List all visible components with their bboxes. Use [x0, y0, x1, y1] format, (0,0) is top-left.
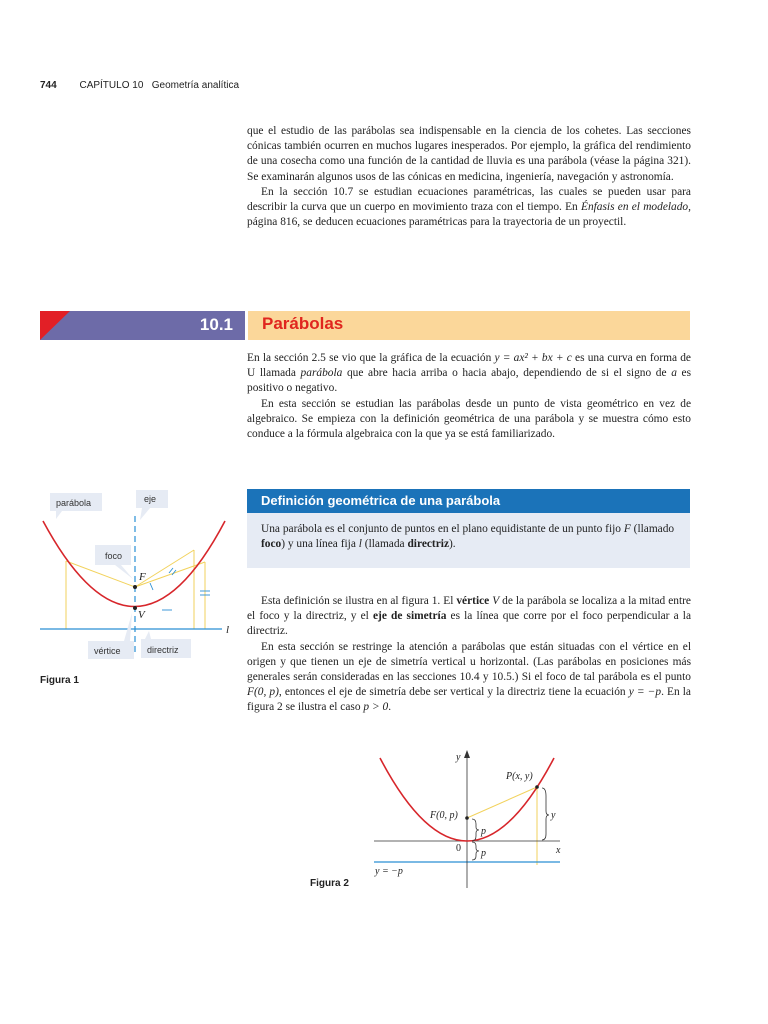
- section-title-block: [248, 311, 690, 340]
- brace-vertex-to-directrix: [472, 842, 479, 860]
- section-paragraph-1: En la sección 2.5 se vio que la gráfica de la ecuación y = ax² + bx + c es una curva en forma de U llamada parábola que abre hacia arriba o hacia abajo, dependiendo de si el signo de a es positivo o negativo.: [247, 352, 692, 395]
- figure-2-diagram: [370, 748, 570, 888]
- callout-parabola: [50, 493, 102, 519]
- y-distance-label: y: [551, 810, 556, 821]
- equal-marks: [150, 568, 210, 610]
- callout-eje: [136, 490, 168, 520]
- chapter-label: CAPÍTULO 10: [79, 80, 144, 91]
- svg-text:foco: foco: [105, 551, 123, 561]
- svg-text:vértice: vértice: [94, 646, 121, 656]
- focus-letter: F: [139, 571, 146, 583]
- directrix-equation-label: y = −p: [375, 866, 403, 877]
- figure-2-focus-point: [465, 816, 469, 820]
- parabola-curve: [43, 521, 225, 607]
- directrix-letter: l: [226, 624, 230, 636]
- vertex-letter: V: [138, 609, 145, 621]
- body-paragraph-1: Esta definición se ilustra en al figura 1. El vértice V de la parábola se localiza a la mitad entre el foco y la directriz, y el eje de simetría es la línea que corre por el foco perpendicular a la directriz.: [247, 595, 692, 638]
- figure-2-distance-lines: [467, 787, 537, 865]
- vertex-point: [133, 606, 137, 610]
- point-P: [535, 785, 539, 789]
- point-P-label: P(x, y): [506, 771, 533, 782]
- p-label-upper: p: [481, 826, 486, 837]
- svg-text:directriz: directriz: [147, 645, 179, 655]
- intro-paragraph-1: que el estudio de las parábolas sea indispensable en la ciencia de los cohetes. Las secciones cónicas también ocurren en muchos lugares inesperados. Por ejemplo, la gráfica del rendimiento de una cosecha como una función de la cantidad de lluvia es una parábola (véase la página 321). Se examinarán algunos usos de las cónicas en medicina, ingeniería, navegación y astronomía.: [247, 125, 691, 183]
- focus-point: [133, 585, 137, 589]
- section-title: Parábolas: [262, 314, 344, 333]
- section-intro-text: [247, 351, 691, 442]
- figure-2-caption: Figura 2: [310, 878, 349, 889]
- svg-text:eje: eje: [144, 494, 157, 504]
- intro-paragraph-2: En la sección 10.7 se estudian ecuaciones paramétricas, las cuales se pueden usar para describir la curva que un cuerpo en movimiento traza con el tiempo. En Énfasis en el modelado, página 816, se deducen ecuaciones paramétricas para la trayectoria de un proyectil.: [247, 185, 691, 229]
- brace-y-distance: [542, 788, 549, 840]
- x-axis-label: x: [556, 845, 561, 856]
- page-header: [40, 80, 239, 91]
- figure-1-diagram: [40, 488, 240, 668]
- section-number-block: [40, 311, 245, 340]
- y-axis-label: y: [456, 752, 461, 763]
- body-text: [247, 594, 691, 716]
- section-heading-bar: [40, 311, 690, 340]
- definition-box: [247, 489, 690, 568]
- svg-text:parábola: parábola: [56, 498, 92, 508]
- page-number: 744: [40, 80, 57, 91]
- y-axis-arrow: [464, 750, 470, 758]
- focus-label: F(0, p): [430, 810, 458, 821]
- brace-focus-to-vertex: [472, 819, 479, 841]
- callout-directriz: [141, 631, 191, 658]
- section-number: 10.1: [199, 315, 233, 334]
- intro-text: [247, 124, 691, 230]
- body-paragraph-2: En esta sección se restringe la atención a parábolas que están situadas con el vértice en el origen y que tienen un eje de simetría vertical u horizontal. (Las parábolas en posiciones más generales serán consideradas en las secciones 10.4 y 10.5.) Si el foco de tal parábola es el punto F(0, p), entonces el eje de simetría debe ser vertical y la directriz tiene la ecuación y = −p. En la figura 2 se ilustra el caso p > 0.: [247, 640, 691, 714]
- definition-heading: Definición geométrica de una parábola: [247, 489, 690, 513]
- section-paragraph-2: En esta sección se estudian las parábolas desde un punto de vista geométrico en vez de algebraico. Se empieza con la definición geométrica de una parábola y se muestra cómo esto conduce a la fórmula algebraica con la que ya se está familiarizado.: [247, 397, 691, 441]
- definition-body: Una parábola es el conjunto de puntos en el plano equidistante de un punto fijo F (llamado foco) y una línea fija l (llamada directriz).: [261, 523, 675, 551]
- figure-1-caption: Figura 1: [40, 675, 79, 686]
- section-corner-triangle: [40, 311, 70, 340]
- origin-label: 0: [456, 843, 461, 854]
- p-label-lower: p: [481, 848, 486, 859]
- callout-vertice: [88, 613, 134, 659]
- chapter-title: Geometría analítica: [151, 80, 239, 91]
